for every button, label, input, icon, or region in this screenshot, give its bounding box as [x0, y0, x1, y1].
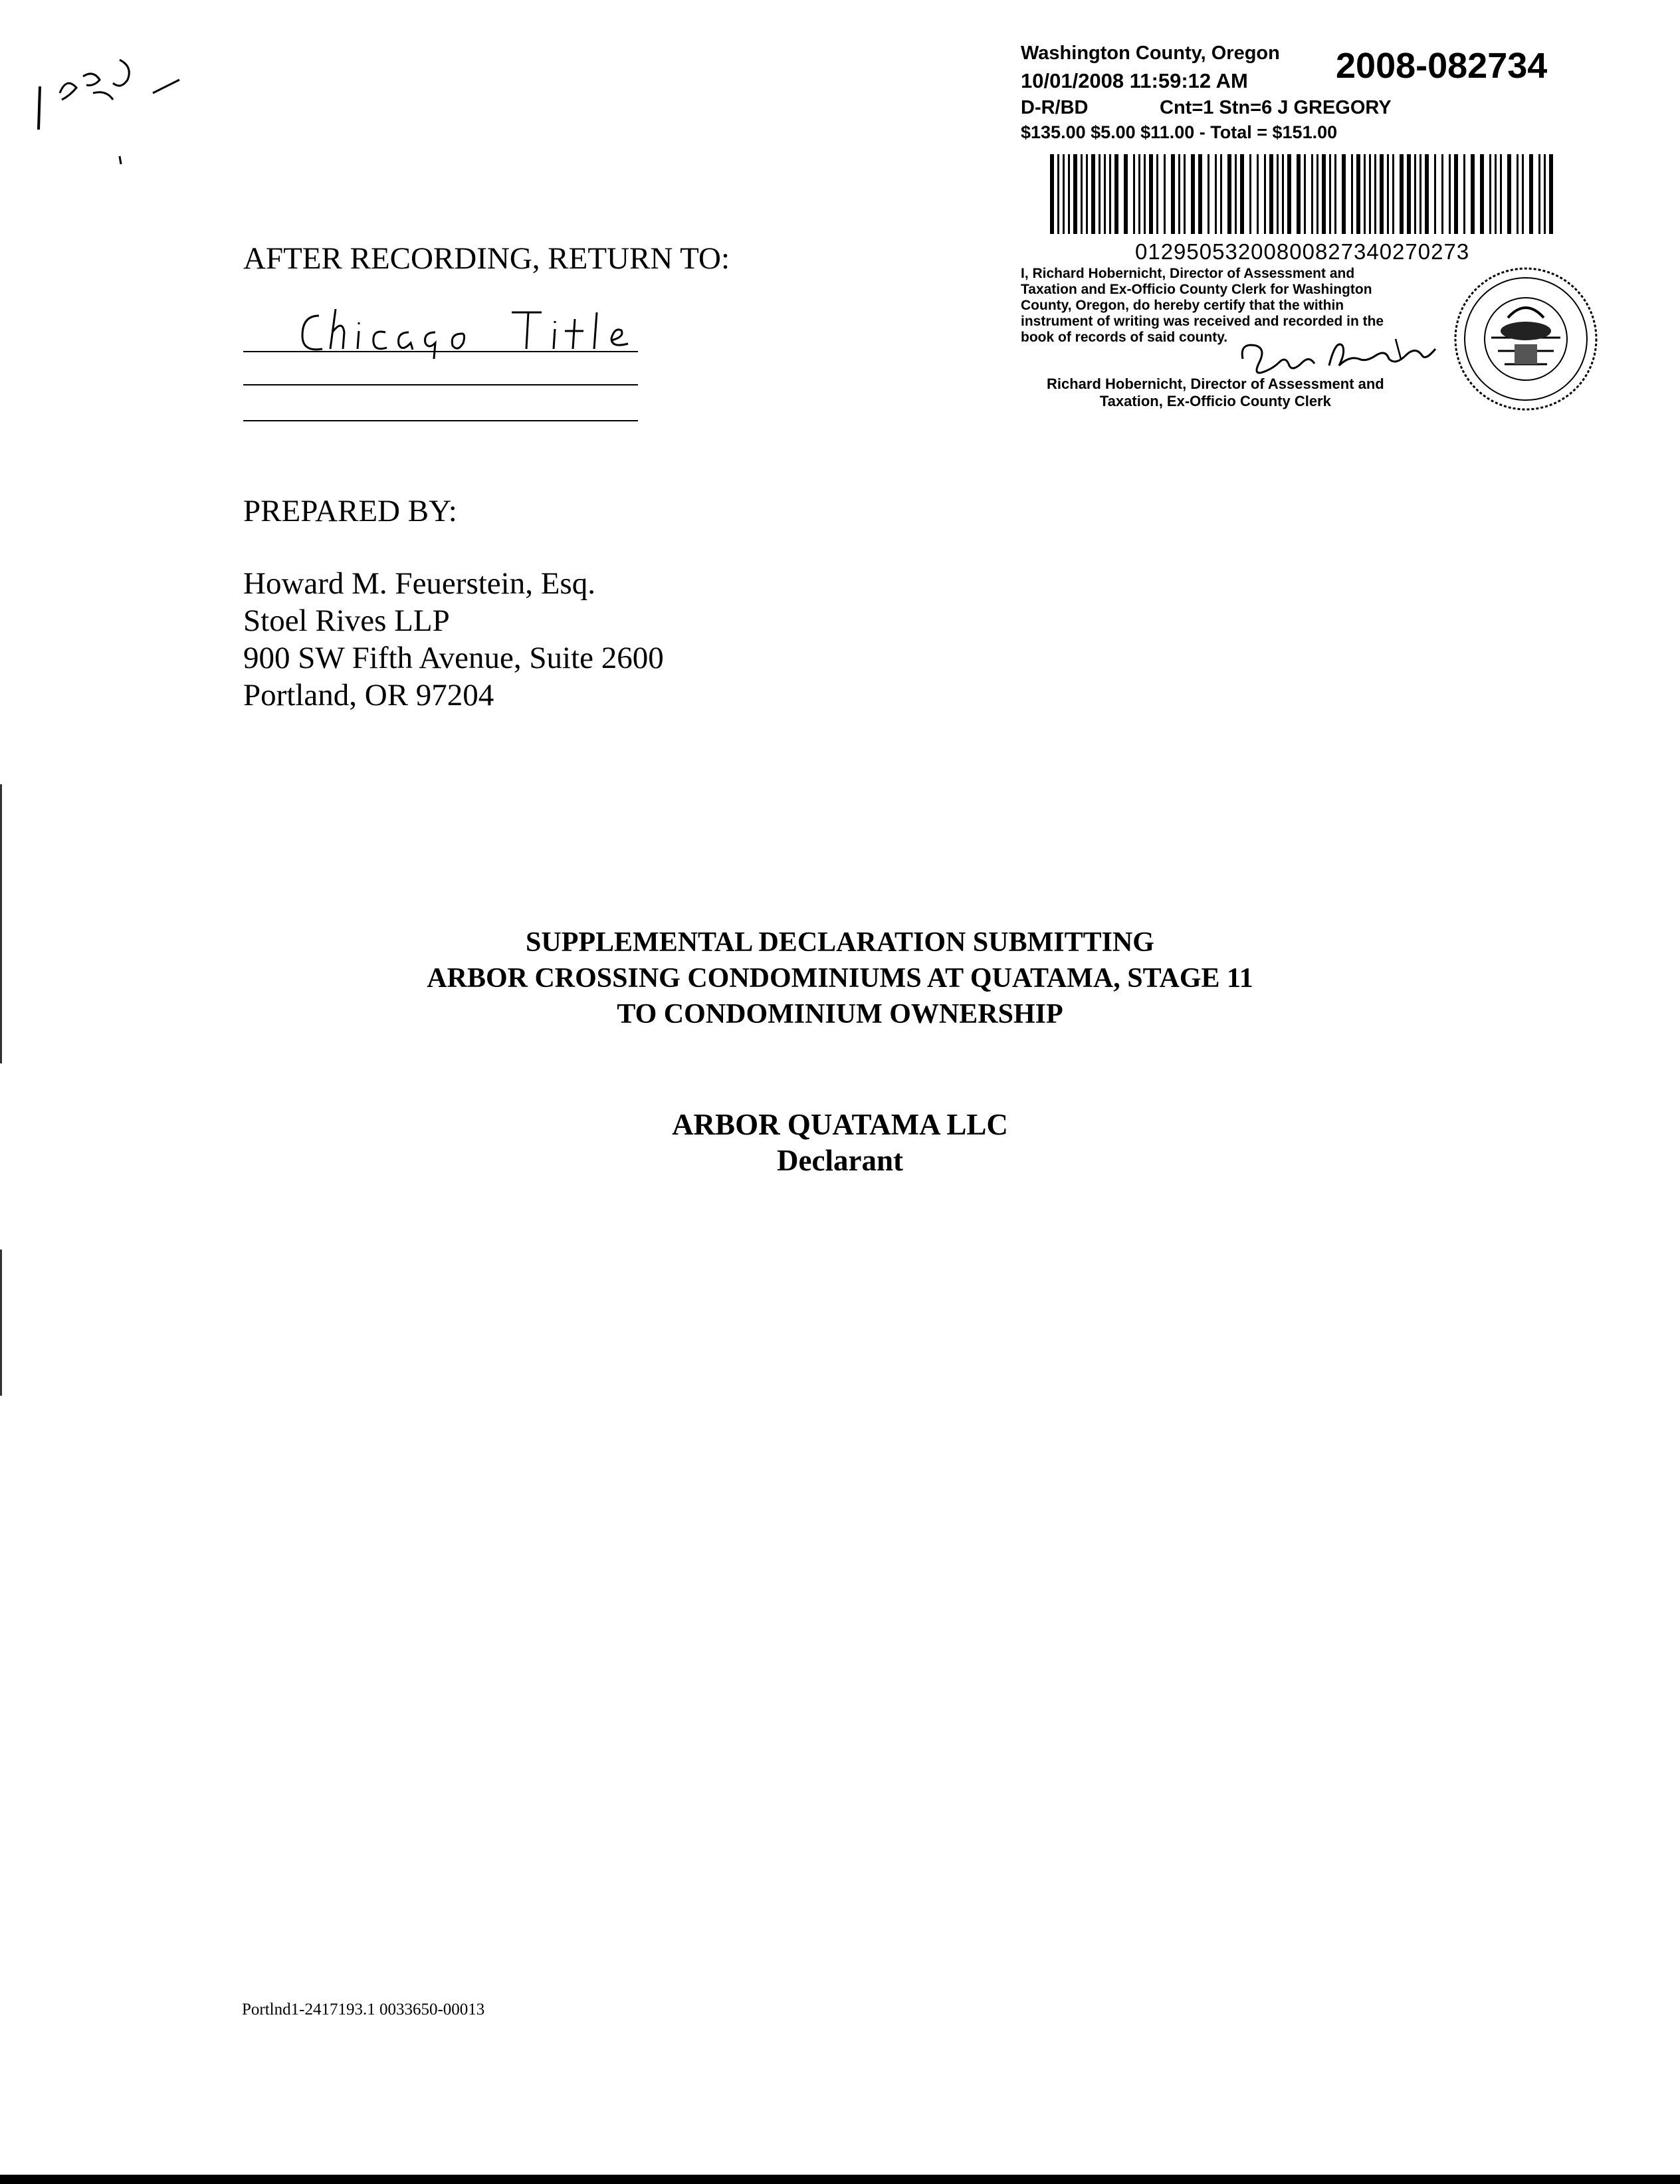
barcode-bar [1407, 154, 1411, 234]
document-title-line: TO CONDOMINIUM OWNERSHIP [617, 999, 1063, 1030]
barcode-bar [1099, 154, 1101, 234]
signer-block [1047, 376, 1384, 410]
barcode-bar [1109, 154, 1111, 234]
barcode-bar [1156, 154, 1158, 234]
barcode-bar [1277, 154, 1279, 234]
barcode-bar [1500, 154, 1502, 234]
barcode-bar [1311, 154, 1313, 234]
barcode-bar [1240, 154, 1244, 234]
barcode-bar [1257, 154, 1259, 234]
barcode-bar [1304, 154, 1306, 234]
scan-bottom-border [0, 2175, 1680, 2184]
barcode-bar [1342, 154, 1346, 234]
barcode-bar [1220, 154, 1222, 234]
barcode-bar [1215, 154, 1217, 234]
barcode-bar [1144, 154, 1146, 234]
barcode-bar [1549, 154, 1553, 234]
preparer-line: Stoel Rives LLP [243, 603, 450, 638]
stamp-counts: Cnt=1 Stn=6 J GREGORY [1160, 97, 1392, 118]
document-title-line: ARBOR CROSSING CONDOMINIUMS AT QUATAMA, STAGE 11 [427, 963, 1253, 994]
barcode-bar [1374, 154, 1376, 234]
handwritten-return-name [292, 299, 665, 359]
document-title-line: SUPPLEMENTAL DECLARATION SUBMITTING [526, 927, 1154, 958]
barcode-bar [1449, 154, 1451, 234]
handwritten-margin-note [20, 13, 206, 173]
barcode-bar [1104, 154, 1106, 234]
barcode-bar [1463, 154, 1465, 234]
county-seal [1451, 265, 1600, 413]
stamp-county: Washington County, Oregon [1021, 43, 1280, 64]
barcode-bar [1400, 154, 1404, 234]
barcode-bar [1316, 154, 1318, 234]
stamp-doc-type: D-R/BD [1021, 97, 1089, 118]
barcode-bar [1297, 154, 1301, 234]
prepared-by-heading: PREPARED BY: [243, 494, 457, 528]
preparer-address [243, 565, 664, 714]
barcode-bar [1264, 154, 1266, 234]
barcode-bar [1124, 154, 1128, 234]
declarant-name: ARBOR QUATAMA LLC [672, 1108, 1008, 1141]
barcode-bar [1086, 154, 1088, 234]
barcode-bar [1392, 154, 1394, 234]
barcode-bar [1073, 154, 1077, 234]
barcode-bar [1114, 154, 1118, 234]
barcode-bar [1517, 154, 1519, 234]
certification-line: book of records of said county. [1021, 330, 1228, 345]
barcode-bar [1495, 154, 1497, 234]
stamp-datetime: 10/01/2008 11:59:12 AM [1021, 69, 1248, 92]
barcode-bar [1538, 154, 1540, 234]
barcode-bar [1178, 154, 1180, 234]
barcode-bar [1138, 154, 1140, 234]
barcode-bar [1050, 154, 1054, 234]
barcode-bar [1441, 154, 1443, 234]
scan-edge-mark [0, 1250, 2, 1396]
declarant-role: Declarant [777, 1144, 903, 1177]
barcode-bar [1334, 154, 1336, 234]
barcode-bar [1282, 154, 1284, 234]
barcode-bar [1322, 154, 1326, 234]
barcode-bar [1057, 154, 1059, 234]
preparer-line: Howard M. Feuerstein, Esq. [243, 566, 595, 601]
barcode-bar [1269, 154, 1273, 234]
preparer-line: Portland, OR 97204 [243, 678, 494, 712]
return-address-line [243, 420, 638, 421]
barcode-bar [1507, 154, 1511, 234]
signer-line: Richard Hobernicht, Director of Assessment and [1047, 376, 1384, 392]
barcode-bar [1149, 154, 1153, 234]
barcode-bar [1364, 154, 1366, 234]
barcode-bar [1434, 154, 1436, 234]
certification-line: County, Oregon, do hereby certify that the within [1021, 298, 1344, 313]
certification-line: Taxation and Ex-Officio County Clerk for Washington [1021, 282, 1372, 297]
barcode-bar [1387, 154, 1389, 234]
barcode-bar [1544, 154, 1546, 234]
barcode-bar [1351, 154, 1353, 234]
document-footer-id: Portlnd1-2417193.1 0033650-00013 [242, 2001, 485, 2019]
preparer-line: 900 SW Fifth Avenue, Suite 2600 [243, 641, 664, 675]
barcode-bar [1191, 154, 1195, 234]
barcode-number: 01295053200800827340270273 [1135, 239, 1470, 264]
signer-line: Taxation, Ex-Officio County Clerk [1099, 393, 1331, 409]
return-address-line [243, 351, 638, 352]
recording-barcode [1050, 154, 1555, 234]
barcode-bar [1227, 154, 1231, 234]
barcode-bar [1164, 154, 1166, 234]
barcode-bar [1529, 154, 1533, 234]
barcode-bar [1235, 154, 1237, 234]
return-address-line [243, 384, 638, 385]
barcode-bar [1522, 154, 1524, 234]
return-to-heading: AFTER RECORDING, RETURN TO: [243, 241, 730, 276]
barcode-bar [1471, 154, 1475, 234]
barcode-bar [1380, 154, 1384, 234]
certification-line: I, Richard Hobernicht, Director of Assessment and [1021, 266, 1355, 281]
barcode-bar [1208, 154, 1209, 234]
barcode-bar [1198, 154, 1202, 234]
barcode-bar [1091, 154, 1095, 234]
barcode-bar [1184, 154, 1186, 234]
barcode-bar [1063, 154, 1065, 234]
barcode-bar [1249, 154, 1251, 234]
stamp-fees: $135.00 $5.00 $11.00 - Total = $151.00 [1021, 122, 1338, 142]
barcode-bar [1489, 154, 1491, 234]
barcode-bar [1068, 154, 1070, 234]
barcode-bar [1480, 154, 1484, 234]
barcode-bar [1425, 154, 1429, 234]
barcode-bar [1171, 154, 1175, 234]
barcode-bar [1369, 154, 1371, 234]
barcode-bar [1414, 154, 1416, 234]
barcode-bar [1356, 154, 1360, 234]
barcode-bar [1329, 154, 1331, 234]
barcode-bar [1287, 154, 1291, 234]
certification-line: instrument of writing was received and recorded in the [1021, 314, 1384, 329]
barcode-bar [1133, 154, 1135, 234]
barcode-bar [1454, 154, 1458, 234]
recording-number: 2008-082734 [1336, 46, 1548, 86]
barcode-bar [1419, 154, 1421, 234]
barcode-bar [1081, 154, 1083, 234]
